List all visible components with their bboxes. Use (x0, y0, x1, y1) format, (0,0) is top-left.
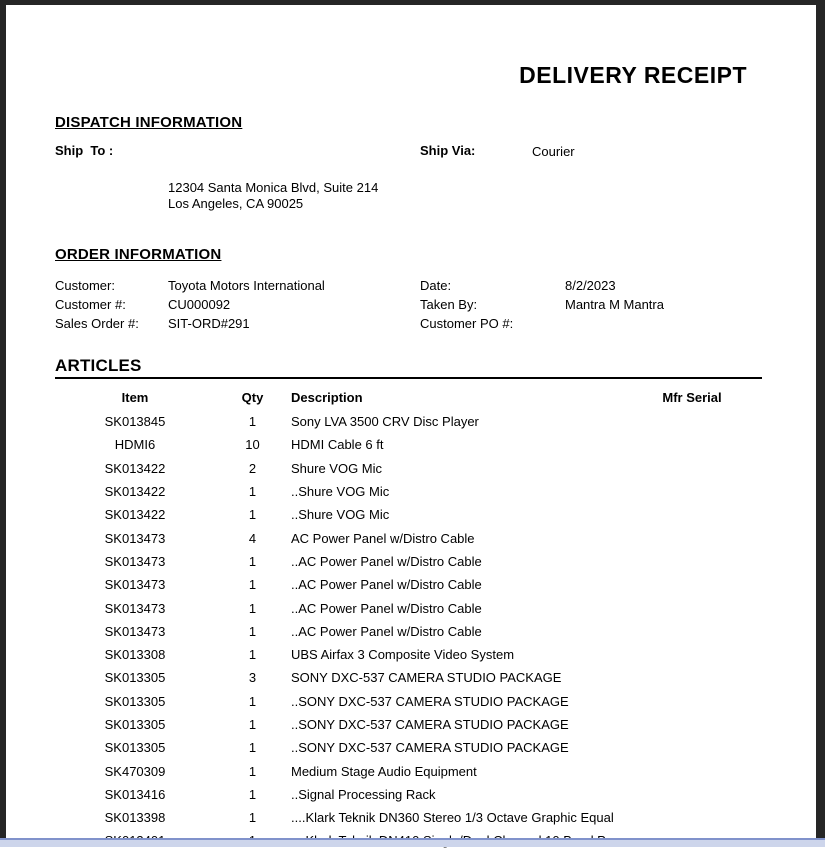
description-cell: ..AC Power Panel w/Distro Cable (291, 553, 482, 569)
qty-cell: 1 (248, 600, 257, 616)
table-row (55, 433, 762, 456)
window-left-edge (0, 0, 6, 839)
page-title: DELIVERY RECEIPT (519, 62, 747, 88)
articles-divider (55, 377, 762, 379)
table-row (55, 457, 762, 480)
order-information-heading: ORDER INFORMATION (55, 246, 222, 263)
description-cell: ..Shure VOG Mic (291, 484, 390, 500)
table-row (55, 690, 762, 713)
table-row (55, 550, 762, 573)
table-row (55, 596, 762, 619)
window-bottom-edge (0, 838, 825, 847)
table-row (55, 410, 762, 433)
item-cell: SK013473 (104, 623, 166, 639)
sales-order-label: Sales Order #: (55, 316, 139, 331)
description-cell: ..AC Power Panel w/Distro Cable (291, 600, 482, 616)
item-cell: SK013422 (104, 484, 166, 500)
item-cell: SK013473 (104, 600, 166, 616)
item-cell: SK013305 (104, 670, 166, 686)
qty-cell: 1 (248, 414, 257, 430)
ship-to-address (168, 180, 378, 212)
window-right-edge (816, 0, 825, 839)
item-cell: SK013398 (104, 810, 166, 826)
item-cell: SK013305 (104, 693, 166, 709)
qty-cell: 1 (248, 553, 257, 569)
item-cell: SK013305 (104, 717, 166, 732)
qty-cell: 2 (248, 460, 257, 476)
qty-cell: 1 (248, 810, 257, 826)
qty-cell: 1 (248, 484, 257, 500)
ship-to-address-line-1: 12304 Santa Monica Blvd, Suite 214 (168, 180, 379, 195)
item-cell: SK013305 (104, 740, 166, 756)
ship-to-address-line-2: Los Angeles, CA 90025 (168, 196, 304, 211)
date-label: Date: (420, 278, 452, 293)
description-column-header: Description (291, 389, 363, 405)
table-row (55, 806, 762, 829)
window-bottom-strip (0, 840, 825, 847)
description-cell: ..AC Power Panel w/Distro Cable (291, 623, 482, 639)
description-cell: HDMI Cable 6 ft (291, 437, 384, 453)
table-row (55, 736, 762, 759)
table-row (55, 713, 762, 736)
table-row (55, 666, 762, 689)
customer-number-label: Customer #: (55, 297, 126, 312)
qty-cell: 1 (248, 693, 257, 709)
table-body (55, 410, 762, 853)
description-cell: SONY DXC-537 CAMERA STUDIO PACKAGE (291, 670, 562, 686)
description-cell: AC Power Panel w/Distro Cable (291, 530, 475, 546)
qty-column-header: Qty (241, 389, 264, 405)
description-cell: ..AC Power Panel w/Distro Cable (291, 577, 482, 593)
customer-label: Customer: (55, 278, 115, 293)
item-cell: SK013422 (104, 460, 166, 476)
date-value: 8/2/2023 (565, 278, 616, 293)
qty-cell: 1 (248, 763, 257, 779)
qty-cell: 1 (248, 507, 257, 523)
item-cell: SK013473 (104, 577, 166, 593)
description-cell: ..Shure VOG Mic (291, 507, 390, 523)
item-cell: SK013416 (104, 786, 166, 802)
item-cell: SK013422 (104, 507, 166, 523)
document-page (6, 5, 816, 838)
table-row (55, 503, 762, 526)
qty-cell: 1 (248, 717, 257, 732)
customer-po-label: Customer PO #: (420, 316, 514, 331)
window-top-edge (0, 0, 825, 5)
description-cell: ..SONY DXC-537 CAMERA STUDIO PACKAGE (291, 717, 569, 732)
ship-via-value: Courier (532, 144, 575, 159)
qty-cell: 4 (248, 530, 257, 546)
mfr-serial-column-header: Mfr Serial (662, 389, 722, 405)
item-cell: HDMI6 (114, 437, 156, 453)
qty-cell: 1 (248, 577, 257, 593)
description-cell: Medium Stage Audio Equipment (291, 763, 477, 779)
description-cell: ....Klark Teknik DN360 Stereo 1/3 Octave Graphic Equal (291, 810, 614, 826)
ship-to-label: Ship To : (55, 143, 114, 158)
description-cell: Sony LVA 3500 CRV Disc Player (291, 414, 479, 430)
item-cell: SK013845 (104, 414, 166, 430)
table-row (55, 480, 762, 503)
taken-by-label: Taken By: (420, 297, 478, 312)
description-cell: Shure VOG Mic (291, 460, 383, 476)
table-row (55, 783, 762, 806)
item-column-header: Item (121, 389, 149, 405)
qty-cell: 1 (248, 647, 257, 663)
item-cell: SK470309 (104, 763, 166, 779)
taken-by-value: Mantra M Mantra (565, 297, 664, 312)
description-cell: ..SONY DXC-537 CAMERA STUDIO PACKAGE (291, 693, 569, 709)
customer-number-value: CU000092 (168, 297, 231, 312)
table-row (55, 573, 762, 596)
table-row (55, 759, 762, 782)
table-row (55, 643, 762, 666)
dispatch-information-heading: DISPATCH INFORMATION (55, 114, 243, 131)
ship-via-label: Ship Via: (420, 143, 476, 158)
description-cell: ..Signal Processing Rack (291, 786, 436, 802)
qty-cell: 10 (245, 437, 260, 453)
customer-value: Toyota Motors International (168, 278, 325, 293)
articles-heading: ARTICLES (55, 356, 142, 375)
qty-cell: 3 (248, 670, 257, 686)
table-row (55, 526, 762, 549)
qty-cell: 1 (248, 786, 257, 802)
table-row (55, 620, 762, 643)
articles-table-header (55, 388, 762, 406)
description-cell: UBS Airfax 3 Composite Video System (291, 647, 515, 663)
qty-cell: 1 (248, 623, 257, 639)
item-cell: SK013473 (104, 553, 166, 569)
qty-cell: 1 (248, 740, 257, 756)
description-cell: ..SONY DXC-537 CAMERA STUDIO PACKAGE (291, 740, 569, 756)
sales-order-value: SIT-ORD#291 (168, 316, 250, 331)
item-cell: SK013308 (104, 647, 166, 663)
item-cell: SK013473 (104, 530, 166, 546)
